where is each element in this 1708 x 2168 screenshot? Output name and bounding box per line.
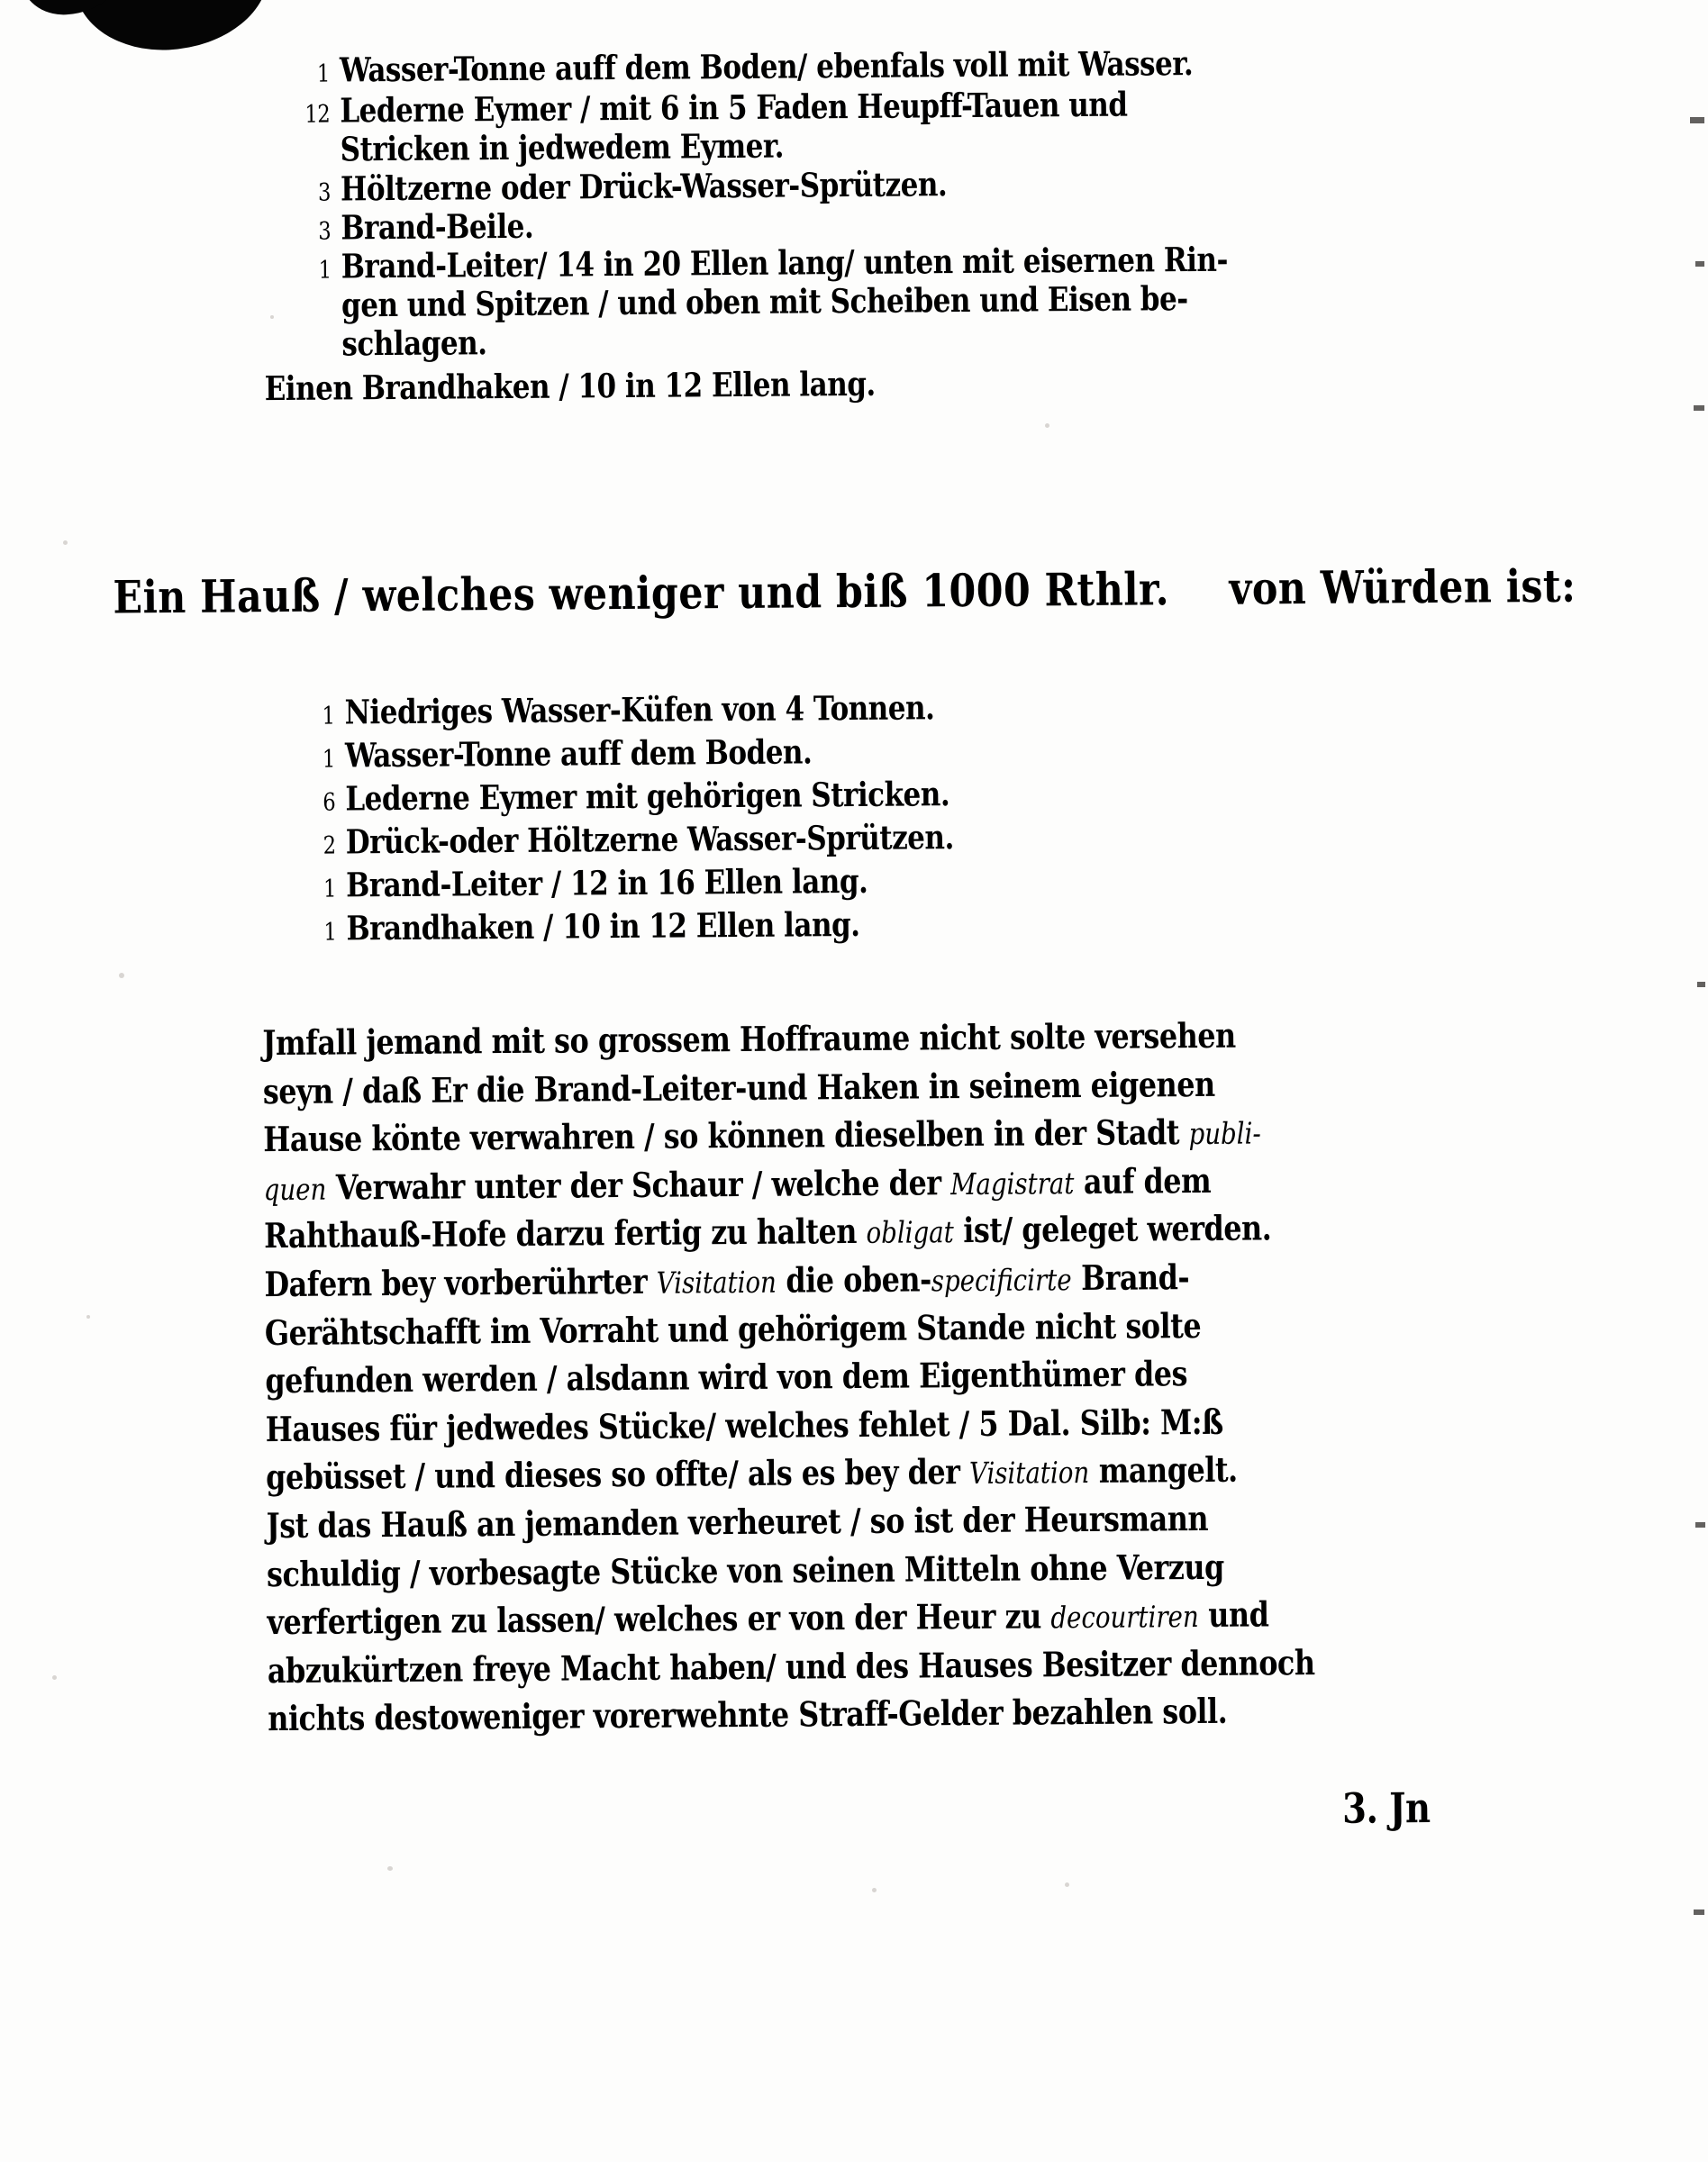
fraktur-run: auf dem (1074, 1159, 1212, 1202)
list-item-quantity: 1 (318, 256, 332, 285)
list-item-continuation: schlagen. (341, 322, 487, 364)
list-item-continuation: Stricken in jedwedem Eymer. (340, 125, 785, 169)
fraktur-run: Hauses für jedwedes Stücke/ welches fehlet / 5 Dal. Silb: M:ß (265, 1401, 1223, 1449)
fraktur-run: Verwahr unter der Schaur / welche der (326, 1161, 951, 1208)
list-item-continuation: gen und Spitzen / und oben mit Scheiben und Eisen be- (341, 278, 1188, 325)
list-item (299, 860, 954, 905)
heading-line-1: Ein Hauß / welches weniger und biß 1000 Rthlr. (112, 562, 1169, 624)
fraktur-run: mangelt. (1088, 1449, 1238, 1492)
body-line (267, 1542, 1314, 1599)
list-item-quantity: 1 (322, 745, 335, 774)
list-item-text: Wasser-Tonne auff dem Boden. (344, 731, 813, 776)
body-line (266, 1493, 1313, 1550)
list-item (298, 774, 953, 819)
body-line (264, 1252, 1312, 1309)
latin-italic-word: decourtiren (1050, 1599, 1199, 1636)
list-item (299, 903, 954, 948)
list-item-text: Lederne Eymer / mit 6 in 5 Faden Heupff-Tauen und (340, 84, 1128, 131)
body-line (263, 1059, 1311, 1116)
fraktur-run: und (1198, 1593, 1269, 1636)
list-item-quantity: 12 (304, 100, 331, 129)
body-line (263, 1107, 1311, 1164)
fraktur-run: die oben- (776, 1258, 931, 1301)
list-item-text: Brand-Leiter/ 14 in 20 Ellen lang/ unten mit eisernen Rin- (341, 239, 1229, 286)
latin-italic-word: Magistrat (949, 1165, 1075, 1202)
fraktur-run: Brand- (1071, 1256, 1190, 1299)
list-item-text: Niedriges Wasser-Küfen von 4 Tonnen. (344, 687, 935, 732)
fraktur-run: Jst das Hauß an jemanden verheuret / so ist der Heursmann (266, 1497, 1209, 1547)
list-item (293, 43, 1227, 90)
latin-italic-word: obligat (866, 1214, 954, 1251)
latin-italic-word: publi- (1188, 1115, 1261, 1152)
body-paragraph (262, 1010, 1394, 1743)
list-item-text: Höltzerne oder Drück-Wasser-Sprützen. (340, 164, 948, 209)
catchword: 3. Jn (1341, 1783, 1431, 1833)
list-item-text: Brand-Leiter / 12 in 16 Ellen lang. (345, 860, 868, 905)
fraktur-run: gebüsset / und dieses so offte/ als es bey der (266, 1451, 970, 1498)
list-item-text: Drück-oder Höltzerne Wasser-Sprützen. (345, 817, 954, 862)
equipment-list-one (264, 43, 1299, 409)
body-line (268, 1638, 1315, 1695)
list-item-text: Brandhaken / 10 in 12 Ellen lang. (346, 903, 860, 948)
list-item-quantity: 2 (323, 831, 336, 860)
body-line (265, 1348, 1313, 1405)
list-item-text: Brand-Beile. (341, 205, 534, 248)
body-line (265, 1301, 1313, 1357)
fraktur-run: nichts destoweniger vorerwehnte Straff-Gelder bezahlen soll. (268, 1691, 1228, 1739)
list-item (294, 204, 1228, 248)
fraktur-run: abzukürtzen freye Macht haben/ und des Hauses Besitzer dennoch (267, 1641, 1315, 1691)
fraktur-run: gefunden werden / alsdann wird von dem Eigenthümer des (265, 1353, 1188, 1401)
latin-italic-word: specificirte (931, 1262, 1072, 1299)
body-line (267, 1590, 1314, 1646)
body-line (266, 1445, 1313, 1501)
heading-line-2: von Würden ist: (1229, 558, 1576, 615)
latin-italic-word: Visitation (968, 1455, 1090, 1492)
list-item (299, 817, 954, 862)
body-line (262, 1011, 1310, 1067)
fraktur-run: schuldig / vorbesagte Stücke von seinen Mitteln ohne Verzug (266, 1546, 1224, 1594)
list-item (293, 84, 1227, 131)
fraktur-run: Dafern bey vorberührter (264, 1260, 657, 1305)
list-item (298, 731, 953, 776)
list-item (297, 687, 952, 732)
list-item-quantity: 3 (318, 217, 332, 246)
list-item-quantity: 1 (323, 918, 337, 947)
section-heading (0, 558, 1708, 624)
fraktur-run: ist/ geleget werden. (953, 1207, 1272, 1251)
list-item (294, 164, 1228, 209)
fraktur-run: Gerähtschafft im Vorraht und gehörigem Stande nicht solte (264, 1304, 1202, 1353)
list-item-quantity: 1 (322, 702, 335, 730)
fraktur-run: Hause könte verwahren / so können dieselben in der Stadt (263, 1111, 1189, 1160)
list-item-quantity: 3 (317, 178, 332, 207)
fraktur-run: Jmfall jemand mit so grossem Hoffraume nicht solte versehen (262, 1014, 1236, 1064)
body-line (263, 1156, 1311, 1212)
fraktur-run: Rahthauß-Hofe darzu fertig zu halten (263, 1211, 867, 1256)
list-item (295, 239, 1229, 286)
latin-italic-word: quen (263, 1171, 327, 1207)
list-item-quantity: 1 (323, 875, 337, 903)
fraktur-run: verfertigen zu lassen/ welches er von der Heur zu (267, 1595, 1051, 1643)
body-line (266, 1397, 1313, 1454)
list-final-line: Einen Brandhaken / 10 in 12 Ellen lang. (264, 363, 876, 409)
body-line (268, 1686, 1315, 1743)
latin-italic-word: Visitation (656, 1264, 777, 1301)
list-item-text: Wasser-Tonne auff dem Boden/ ebenfals voll mit Wasser. (339, 43, 1194, 90)
list-item-quantity: 6 (323, 788, 336, 817)
equipment-list-two (297, 687, 1004, 948)
list-item-text: Lederne Eymer mit gehörigen Stricken. (345, 774, 950, 819)
list-item-quantity: 1 (316, 59, 331, 88)
body-line (264, 1203, 1312, 1260)
fraktur-run: seyn / daß Er die Brand-Leiter-und Haken in seinem eigenen (262, 1063, 1215, 1111)
